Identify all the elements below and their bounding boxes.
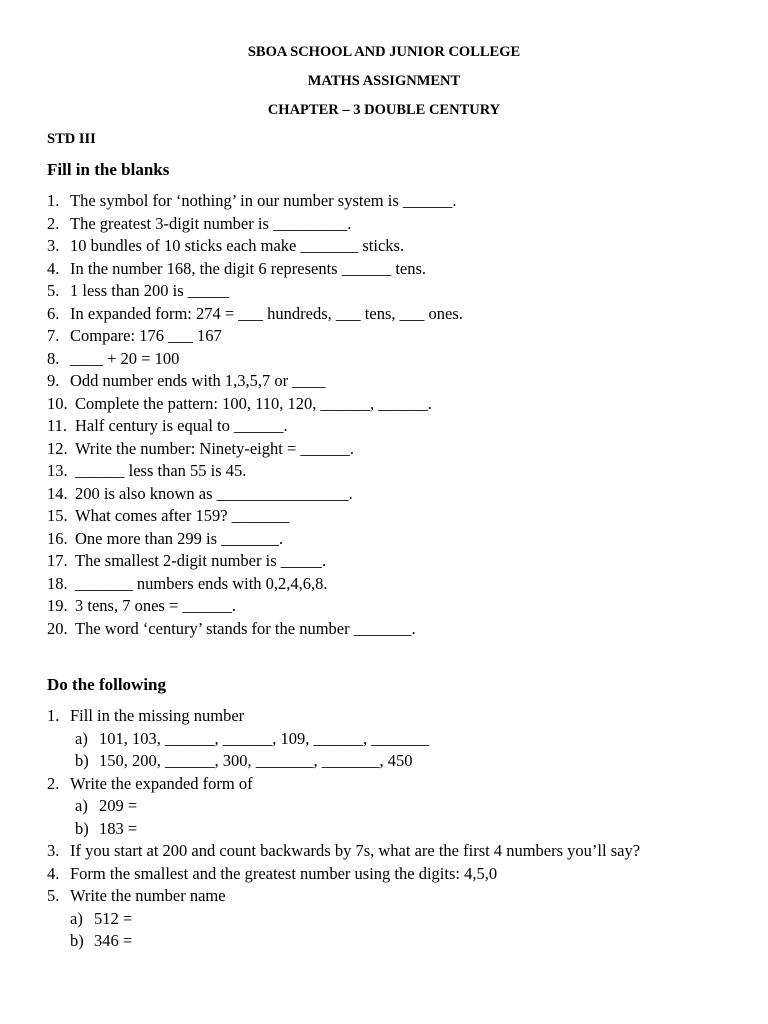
blank-question-text: Write the number: Ninety-eight = ______. bbox=[75, 438, 354, 458]
blank-question-text: The smallest 2-digit number is _____. bbox=[75, 551, 327, 570]
sub-question bbox=[75, 728, 640, 751]
blank-question-number: 15. bbox=[47, 506, 68, 525]
assignment-title: MATHS ASSIGNMENT bbox=[307, 73, 461, 89]
sub-question-text: 150, 200, ______, 300, _______, _______, 450 bbox=[99, 751, 413, 770]
blank-question-number: 5. bbox=[47, 281, 60, 300]
blank-question bbox=[47, 393, 463, 416]
sub-question-text: 209 = bbox=[99, 796, 138, 815]
school-name: SBOA SCHOOL AND JUNIOR COLLEGE bbox=[247, 44, 521, 60]
blank-question-text: 10 bundles of 10 sticks each make _______ sticks. bbox=[70, 236, 405, 255]
sub-question-text: 346 = bbox=[94, 931, 133, 950]
sub-question-label: b) bbox=[75, 818, 89, 838]
blank-question-number: 17. bbox=[47, 551, 68, 570]
sub-question-text: 101, 103, ______, ______, 109, ______, _______ bbox=[99, 728, 429, 748]
blank-question-number: 2. bbox=[47, 213, 60, 233]
sub-question-list bbox=[47, 908, 640, 953]
blank-question-text: Complete the pattern: 100, 110, 120, ______, ______. bbox=[75, 393, 432, 413]
blank-question bbox=[47, 280, 463, 303]
blank-question-text: Compare: 176 ___ 167 bbox=[70, 326, 222, 345]
blank-question-number: 20. bbox=[47, 618, 68, 638]
question-text: Form the smallest and the greatest number using the digits: 4,5,0 bbox=[70, 863, 498, 883]
question-text: Write the number name bbox=[70, 886, 226, 905]
question-item bbox=[47, 705, 640, 773]
blank-question bbox=[47, 190, 463, 213]
blank-question-number: 19. bbox=[47, 596, 68, 615]
blank-question bbox=[47, 460, 463, 483]
question-item bbox=[47, 885, 640, 953]
blank-question bbox=[47, 483, 463, 506]
question-number: 5. bbox=[47, 886, 60, 905]
blank-question-number: 9. bbox=[47, 371, 60, 390]
std-label: STD III bbox=[47, 131, 96, 147]
blank-question-number: 8. bbox=[47, 348, 60, 368]
do-following-list bbox=[47, 705, 640, 953]
question-number: 4. bbox=[47, 863, 60, 883]
question-number: 1. bbox=[47, 706, 60, 725]
sub-question bbox=[75, 818, 640, 841]
sub-question-text: 183 = bbox=[99, 818, 138, 838]
blank-question-text: Half century is equal to ______. bbox=[75, 416, 288, 435]
blank-question bbox=[47, 258, 463, 281]
blank-question-text: _______ numbers ends with 0,2,4,6,8. bbox=[75, 573, 328, 593]
blank-question-number: 3. bbox=[47, 236, 60, 255]
sub-question-label: b) bbox=[75, 751, 89, 770]
blank-question-number: 7. bbox=[47, 326, 60, 345]
blank-question-number: 1. bbox=[47, 191, 60, 210]
sub-question-text: 512 = bbox=[94, 908, 133, 928]
blank-question bbox=[47, 573, 463, 596]
blank-question-number: 11. bbox=[47, 416, 68, 435]
sub-question bbox=[75, 795, 640, 818]
blank-question-text: In the number 168, the digit 6 represents ______ tens. bbox=[70, 258, 427, 278]
blank-question-text: 1 less than 200 is _____ bbox=[70, 281, 230, 300]
chapter-title: CHAPTER – 3 DOUBLE CENTURY bbox=[267, 102, 501, 118]
blank-question-text: What comes after 159? _______ bbox=[75, 506, 290, 525]
sub-question-label: a) bbox=[75, 796, 88, 815]
blank-question-text: 200 is also known as ________________. bbox=[75, 483, 353, 503]
blank-question bbox=[47, 505, 463, 528]
blank-question-text: 3 tens, 7 ones = ______. bbox=[75, 596, 237, 615]
blank-question bbox=[47, 213, 463, 236]
question-number: 2. bbox=[47, 773, 60, 793]
blank-question bbox=[47, 235, 463, 258]
sub-question-list bbox=[47, 795, 640, 840]
question-text: Write the expanded form of bbox=[70, 773, 253, 793]
question-item bbox=[47, 863, 640, 886]
blank-question bbox=[47, 528, 463, 551]
blank-question bbox=[47, 550, 463, 573]
sub-question bbox=[70, 908, 640, 931]
blank-question-text: ____ + 20 = 100 bbox=[70, 348, 180, 368]
blank-question bbox=[47, 348, 463, 371]
sub-question-label: a) bbox=[75, 728, 88, 748]
question-item bbox=[47, 773, 640, 841]
fill-blanks-heading: Fill in the blanks bbox=[47, 160, 170, 179]
blank-question-text: The symbol for ‘nothing’ in our number system is ______. bbox=[70, 191, 457, 210]
sub-question-list bbox=[47, 728, 640, 773]
blank-question-number: 16. bbox=[47, 528, 68, 548]
sub-question bbox=[70, 930, 640, 953]
blank-question-number: 12. bbox=[47, 438, 68, 458]
blank-question-text: One more than 299 is _______. bbox=[75, 528, 284, 548]
blank-question bbox=[47, 618, 463, 641]
blank-question bbox=[47, 438, 463, 461]
blank-question bbox=[47, 303, 463, 326]
fill-blanks-list bbox=[47, 190, 463, 640]
question-item bbox=[47, 840, 640, 863]
blank-question bbox=[47, 325, 463, 348]
blank-question-text: ______ less than 55 is 45. bbox=[75, 461, 247, 480]
sub-question-label: a) bbox=[70, 908, 83, 928]
question-number: 3. bbox=[47, 841, 60, 860]
do-following-heading: Do the following bbox=[47, 675, 166, 694]
blank-question-number: 14. bbox=[47, 483, 68, 503]
sub-question bbox=[75, 750, 640, 773]
blank-question-text: The greatest 3-digit number is _________. bbox=[70, 213, 352, 233]
blank-question-text: In expanded form: 274 = ___ hundreds, ___ tens, ___ ones. bbox=[70, 303, 463, 323]
sub-question-label: b) bbox=[70, 931, 84, 950]
question-text: If you start at 200 and count backwards by 7s, what are the first 4 numbers you’ll say? bbox=[70, 841, 641, 860]
blank-question bbox=[47, 595, 463, 618]
question-text: Fill in the missing number bbox=[70, 706, 245, 725]
blank-question bbox=[47, 370, 463, 393]
blank-question-number: 4. bbox=[47, 258, 60, 278]
blank-question-number: 6. bbox=[47, 303, 60, 323]
blank-question-number: 10. bbox=[47, 393, 68, 413]
blank-question-text: Odd number ends with 1,3,5,7 or ____ bbox=[70, 371, 326, 390]
blank-question-number: 13. bbox=[47, 461, 68, 480]
blank-question-text: The word ‘century’ stands for the number _______. bbox=[75, 618, 416, 638]
blank-question-number: 18. bbox=[47, 573, 68, 593]
blank-question bbox=[47, 415, 463, 438]
